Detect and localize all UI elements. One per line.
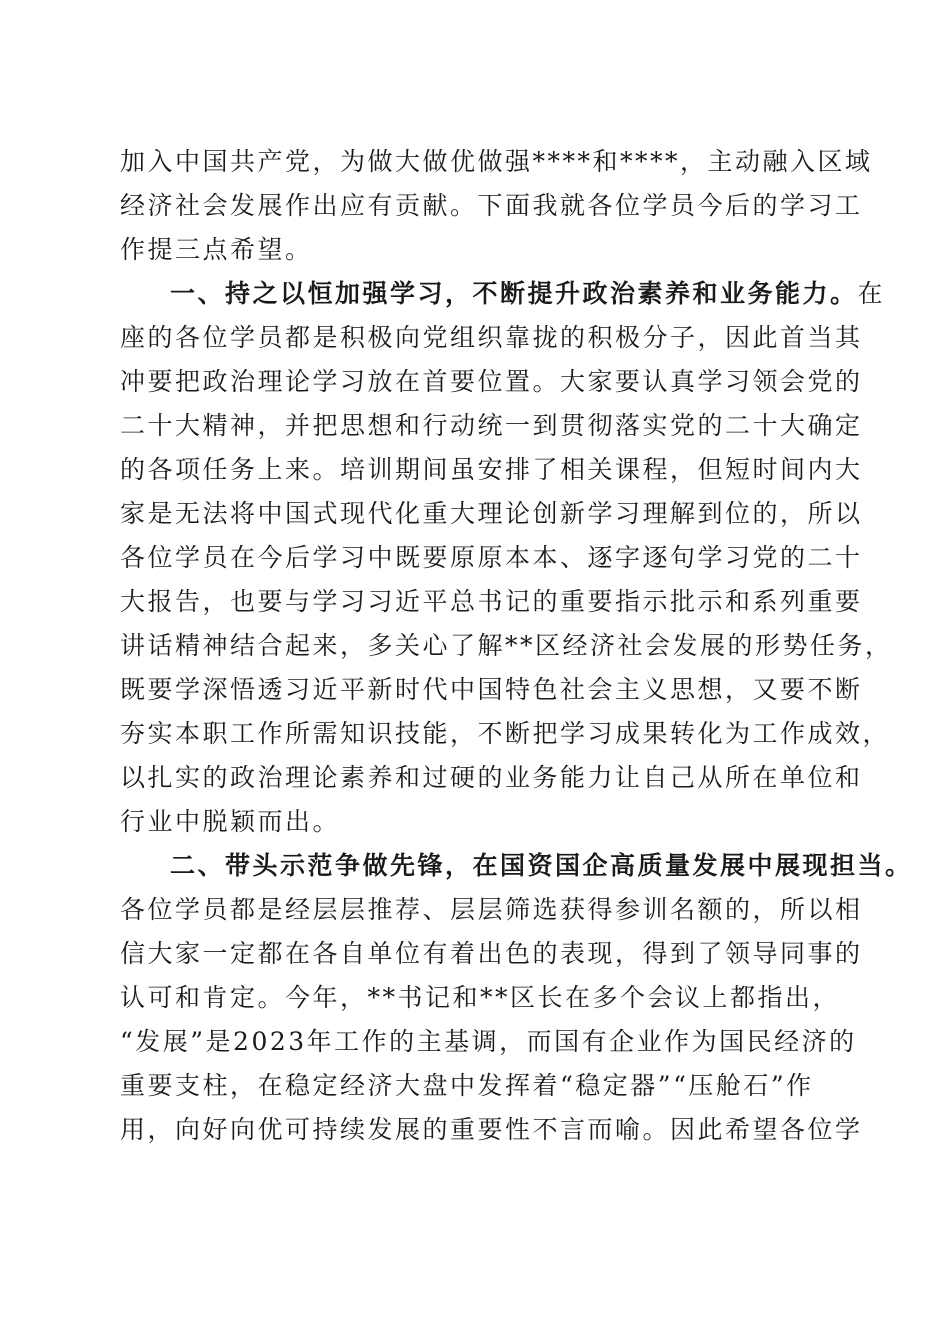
- text-line: 既要学深悟透习近平新时代中国特色社会主义思想，又要不断: [120, 675, 863, 704]
- text-line: 各位学员在今后学习中既要原原本本、逐字逐句学习党的二十: [120, 543, 863, 572]
- text-line: 经济社会发展作出应有贡献。下面我就各位学员今后的学习工: [120, 191, 863, 220]
- text-line: 以扎实的政治理论素养和过硬的业务能力让自己从所在单位和: [120, 763, 863, 792]
- section-1-heading: 一、持之以恒加强学习，不断提升政治素养和业务能力。: [170, 279, 858, 308]
- section-1-first-line: [120, 272, 886, 316]
- text-line: 重要支柱，在稳定经济大盘中发挥着“稳定器”“压舱石”作: [120, 1071, 814, 1100]
- text-line: 加入中国共产党，为做大做优做强****和****，主动融入区域: [120, 147, 873, 176]
- text-line: 作提三点希望。: [120, 235, 313, 264]
- text-line: 信大家一定都在各自单位有着出色的表现，得到了领导同事的: [120, 939, 863, 968]
- text-line: “发展”是2023年工作的主基调，而国有企业作为国民经济的: [120, 1027, 857, 1056]
- text-line: 用，向好向优可持续发展的重要性不言而喻。因此希望各位学: [120, 1115, 863, 1144]
- text-line: 二十大精神，并把思想和行动统一到贯彻落实党的二十大确定: [120, 411, 863, 440]
- text-line: 认可和肯定。今年，**书记和**区长在多个会议上都指出，: [120, 983, 841, 1012]
- section-2-heading: 二、带头示范争做先锋，在国资国企高质量发展中展现担当。: [170, 851, 913, 880]
- text-line: 行业中脱颖而出。: [120, 807, 341, 836]
- document-body: [120, 140, 913, 1152]
- text-line: 大报告，也要与学习习近平总书记的重要指示批示和系列重要: [120, 587, 863, 616]
- text-line: 各位学员都是经层层推荐、层层筛选获得参训名额的，所以相: [120, 895, 863, 924]
- text-line: 家是无法将中国式现代化重大理论创新学习理解到位的，所以: [120, 499, 863, 528]
- text-line: 夯实本职工作所需知识技能，不断把学习成果转化为工作成效，: [120, 719, 891, 748]
- text-line: 讲话精神结合起来，多关心了解**区经济社会发展的形势任务，: [120, 631, 893, 660]
- text-line: 座的各位学员都是积极向党组织靠拢的积极分子，因此首当其: [120, 323, 863, 352]
- section-1-first-line-rest: 在: [857, 279, 886, 308]
- text-line: 的各项任务上来。培训期间虽安排了相关课程，但短时间内大: [120, 455, 863, 484]
- text-line: 冲要把政治理论学习放在首要位置。大家要认真学习领会党的: [120, 367, 863, 396]
